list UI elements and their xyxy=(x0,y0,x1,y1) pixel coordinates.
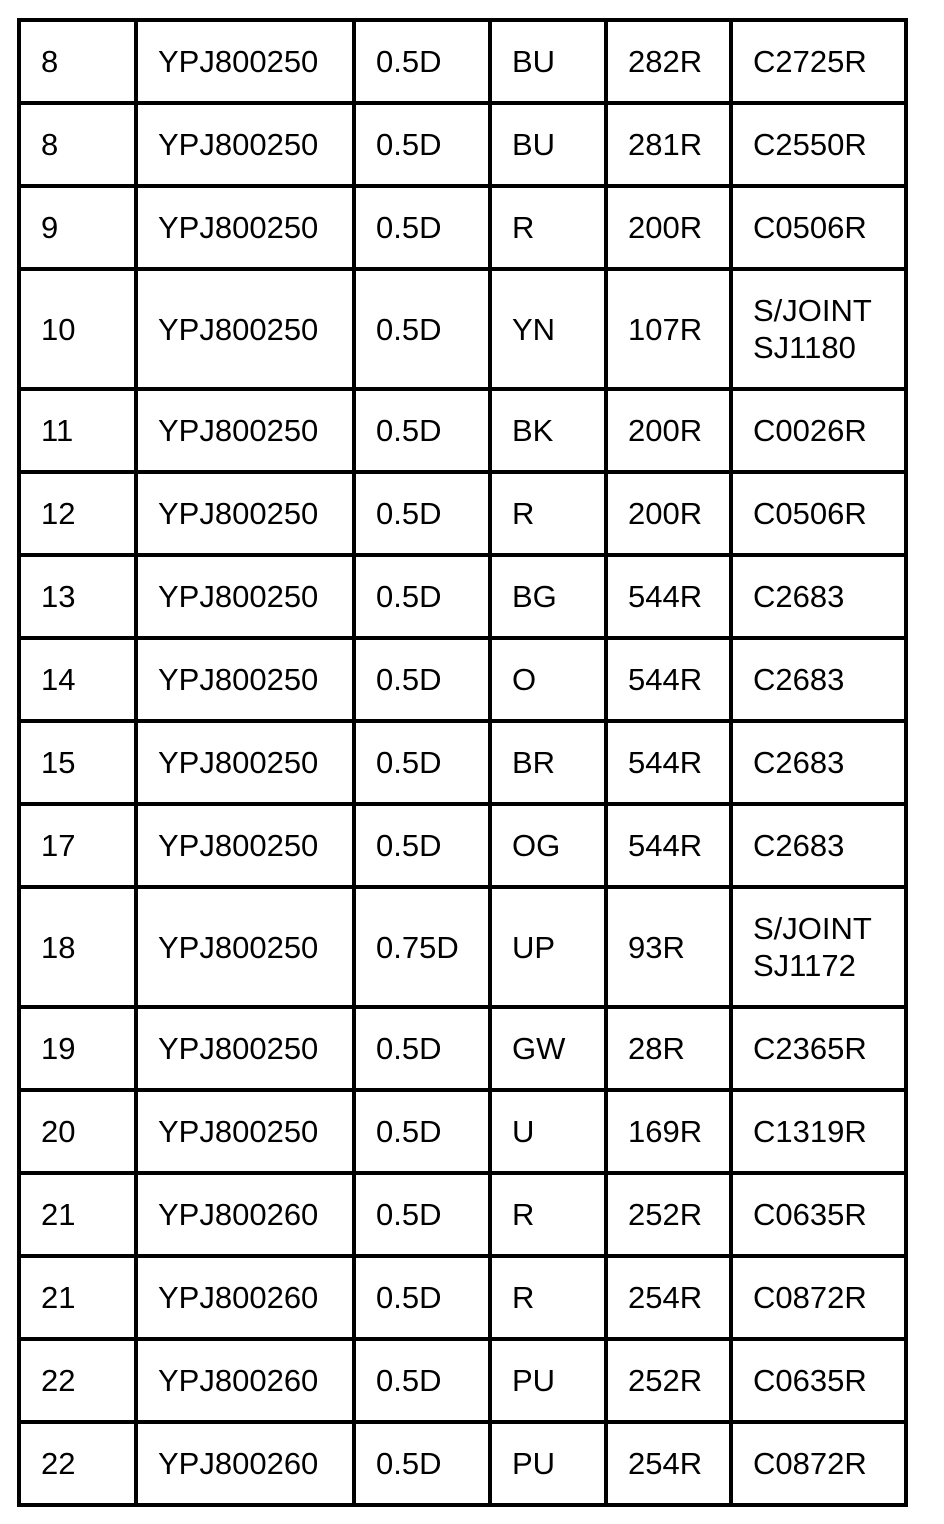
length-cell: 200R xyxy=(606,389,731,472)
length-cell: 28R xyxy=(606,1007,731,1090)
wire-size-cell: 0.5D xyxy=(354,1090,490,1173)
part-number-cell: YPJ800250 xyxy=(136,472,354,555)
circuit-number-cell: 8 xyxy=(19,20,136,103)
table-row xyxy=(19,269,906,389)
circuit-number-cell: 22 xyxy=(19,1339,136,1422)
connector-cell: C2683 xyxy=(731,638,906,721)
length-cell: 544R xyxy=(606,804,731,887)
part-number-cell: YPJ800250 xyxy=(136,186,354,269)
length-cell: 281R xyxy=(606,103,731,186)
circuit-number-cell: 13 xyxy=(19,555,136,638)
wire-size-cell: 0.5D xyxy=(354,638,490,721)
wire-color-cell: BU xyxy=(490,20,606,103)
circuit-number-cell: 22 xyxy=(19,1422,136,1505)
part-number-cell: YPJ800260 xyxy=(136,1173,354,1256)
part-number-cell: YPJ800250 xyxy=(136,887,354,1007)
circuit-number-cell: 17 xyxy=(19,804,136,887)
connector-cell: C1319R xyxy=(731,1090,906,1173)
table-row xyxy=(19,20,906,103)
wire-color-cell: UP xyxy=(490,887,606,1007)
wire-size-cell: 0.5D xyxy=(354,1007,490,1090)
connector-cell: C0506R xyxy=(731,186,906,269)
circuit-number-cell: 15 xyxy=(19,721,136,804)
length-cell: 282R xyxy=(606,20,731,103)
part-number-cell: YPJ800250 xyxy=(136,555,354,638)
wire-size-cell: 0.5D xyxy=(354,804,490,887)
wire-color-cell: R xyxy=(490,1173,606,1256)
connector-cell: S/JOINT SJ1180 xyxy=(731,269,906,389)
circuit-number-cell: 19 xyxy=(19,1007,136,1090)
part-number-cell: YPJ800250 xyxy=(136,638,354,721)
wire-color-cell: PU xyxy=(490,1339,606,1422)
circuit-number-cell: 14 xyxy=(19,638,136,721)
circuit-number-cell: 9 xyxy=(19,186,136,269)
circuit-number-cell: 8 xyxy=(19,103,136,186)
length-cell: 252R xyxy=(606,1339,731,1422)
wire-color-cell: BR xyxy=(490,721,606,804)
wire-color-cell: OG xyxy=(490,804,606,887)
part-number-cell: YPJ800260 xyxy=(136,1339,354,1422)
wire-size-cell: 0.5D xyxy=(354,1339,490,1422)
connector-cell: C0635R xyxy=(731,1173,906,1256)
circuit-number-cell: 10 xyxy=(19,269,136,389)
wire-color-cell: U xyxy=(490,1090,606,1173)
wire-size-cell: 0.5D xyxy=(354,721,490,804)
circuit-number-cell: 21 xyxy=(19,1256,136,1339)
table-row xyxy=(19,1090,906,1173)
wire-size-cell: 0.5D xyxy=(354,1173,490,1256)
table-row xyxy=(19,804,906,887)
length-cell: 169R xyxy=(606,1090,731,1173)
table-row xyxy=(19,186,906,269)
part-number-cell: YPJ800250 xyxy=(136,1090,354,1173)
part-number-cell: YPJ800260 xyxy=(136,1422,354,1505)
wire-color-cell: BG xyxy=(490,555,606,638)
wire-color-cell: PU xyxy=(490,1422,606,1505)
length-cell: 200R xyxy=(606,472,731,555)
wire-size-cell: 0.5D xyxy=(354,20,490,103)
wire-size-cell: 0.5D xyxy=(354,555,490,638)
length-cell: 200R xyxy=(606,186,731,269)
length-cell: 544R xyxy=(606,555,731,638)
table-row xyxy=(19,555,906,638)
wire-size-cell: 0.5D xyxy=(354,1256,490,1339)
table-row xyxy=(19,389,906,472)
connector-cell: C0635R xyxy=(731,1339,906,1422)
wire-size-cell: 0.5D xyxy=(354,186,490,269)
circuit-number-cell: 18 xyxy=(19,887,136,1007)
wire-color-cell: O xyxy=(490,638,606,721)
table-row xyxy=(19,1339,906,1422)
table-row xyxy=(19,1422,906,1505)
part-number-cell: YPJ800250 xyxy=(136,20,354,103)
wire-size-cell: 0.5D xyxy=(354,472,490,555)
wire-color-cell: GW xyxy=(490,1007,606,1090)
length-cell: 544R xyxy=(606,638,731,721)
part-number-cell: YPJ800250 xyxy=(136,1007,354,1090)
wire-connection-table xyxy=(17,18,908,1507)
connector-cell: C2365R xyxy=(731,1007,906,1090)
connector-cell: C0026R xyxy=(731,389,906,472)
connector-cell: C0872R xyxy=(731,1256,906,1339)
wire-color-cell: BK xyxy=(490,389,606,472)
wire-size-cell: 0.5D xyxy=(354,1422,490,1505)
connector-cell: C2683 xyxy=(731,555,906,638)
wire-color-cell: R xyxy=(490,472,606,555)
wire-color-cell: BU xyxy=(490,103,606,186)
length-cell: 544R xyxy=(606,721,731,804)
wire-size-cell: 0.5D xyxy=(354,269,490,389)
length-cell: 107R xyxy=(606,269,731,389)
circuit-number-cell: 12 xyxy=(19,472,136,555)
connector-cell: C2550R xyxy=(731,103,906,186)
part-number-cell: YPJ800250 xyxy=(136,721,354,804)
circuit-number-cell: 20 xyxy=(19,1090,136,1173)
wire-size-cell: 0.5D xyxy=(354,103,490,186)
circuit-number-cell: 21 xyxy=(19,1173,136,1256)
table-row xyxy=(19,721,906,804)
part-number-cell: YPJ800250 xyxy=(136,103,354,186)
part-number-cell: YPJ800250 xyxy=(136,269,354,389)
wire-color-cell: R xyxy=(490,1256,606,1339)
wire-size-cell: 0.75D xyxy=(354,887,490,1007)
connector-cell: S/JOINT SJ1172 xyxy=(731,887,906,1007)
wire-color-cell: R xyxy=(490,186,606,269)
table-row xyxy=(19,1007,906,1090)
connector-cell: C2683 xyxy=(731,804,906,887)
connector-cell: C0506R xyxy=(731,472,906,555)
length-cell: 252R xyxy=(606,1173,731,1256)
connector-cell: C2683 xyxy=(731,721,906,804)
table-row xyxy=(19,638,906,721)
length-cell: 254R xyxy=(606,1422,731,1505)
table-row xyxy=(19,103,906,186)
table-row xyxy=(19,472,906,555)
table-row xyxy=(19,1256,906,1339)
table-row xyxy=(19,887,906,1007)
part-number-cell: YPJ800250 xyxy=(136,804,354,887)
part-number-cell: YPJ800250 xyxy=(136,389,354,472)
circuit-number-cell: 11 xyxy=(19,389,136,472)
connector-cell: C2725R xyxy=(731,20,906,103)
length-cell: 93R xyxy=(606,887,731,1007)
length-cell: 254R xyxy=(606,1256,731,1339)
part-number-cell: YPJ800260 xyxy=(136,1256,354,1339)
table-row xyxy=(19,1173,906,1256)
wire-color-cell: YN xyxy=(490,269,606,389)
table-body xyxy=(19,20,906,1505)
connector-cell: C0872R xyxy=(731,1422,906,1505)
wire-size-cell: 0.5D xyxy=(354,389,490,472)
